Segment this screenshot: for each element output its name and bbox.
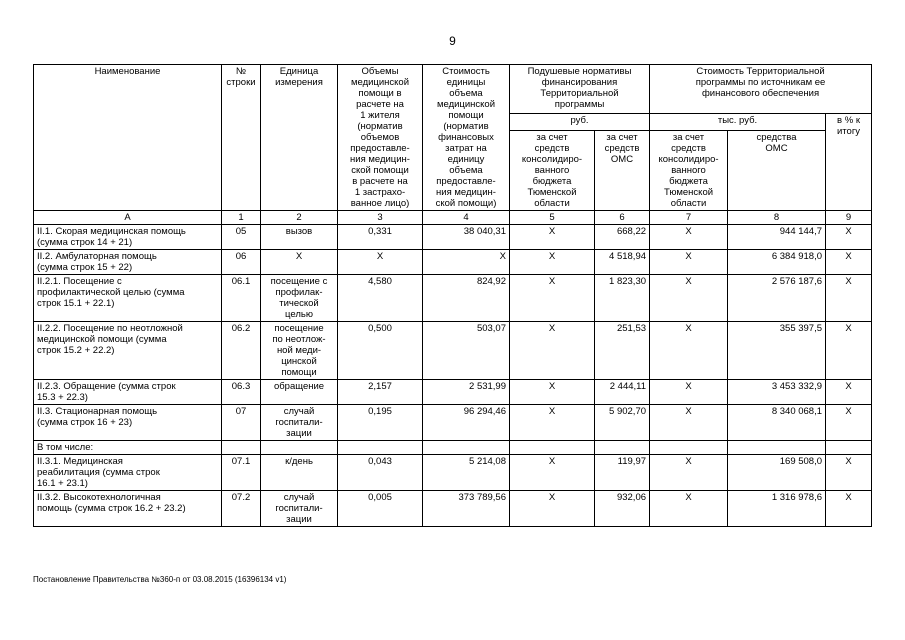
row-percent: Х	[826, 322, 872, 380]
row-unit: случай госпитали- зации	[261, 405, 338, 441]
empty-cell	[261, 441, 338, 455]
row-oms-thousand: 6 384 918,0	[728, 250, 826, 275]
row-name: II.1. Скорая медицинская помощь (сумма строк 14 + 21)	[34, 225, 222, 250]
row-name: II.3. Стационарная помощь (сумма строк 16 + 23)	[34, 405, 222, 441]
header-oms-b: средства ОМС	[728, 131, 826, 211]
row-budget-thousand: Х	[650, 405, 728, 441]
row-budget-rub: Х	[510, 455, 595, 491]
footer-note: Постановление Правительства №360-п от 03.08.2015 (16396134 v1)	[33, 575, 287, 584]
row-volume: 2,157	[338, 380, 423, 405]
header-oms-a: за счет средств ОМС	[595, 131, 650, 211]
row-number: 06.3	[222, 380, 261, 405]
empty-cell	[338, 441, 423, 455]
row-percent: Х	[826, 250, 872, 275]
row-name: II.2.3. Обращение (сумма строк 15.3 + 22.3)	[34, 380, 222, 405]
row-unit: посещение с профилак- тической целью	[261, 275, 338, 322]
row-unit: обращение	[261, 380, 338, 405]
row-name: II.2.1. Посещение с профилактической целью (сумма строк 15.1 + 22.1)	[34, 275, 222, 322]
row-unit-cost: 96 294,46	[423, 405, 510, 441]
row-budget-thousand: Х	[650, 455, 728, 491]
row-budget-thousand: Х	[650, 491, 728, 527]
row-oms-rub: 119,97	[595, 455, 650, 491]
column-index-cell: 6	[595, 211, 650, 225]
row-volume: 0,195	[338, 405, 423, 441]
row-percent: Х	[826, 455, 872, 491]
header-budget-b: за счет средств консолидиро- ванного бюджета Тюменской области	[650, 131, 728, 211]
row-unit: посещение по неотлож- ной меди- цинской помощи	[261, 322, 338, 380]
row-oms-thousand: 355 397,5	[728, 322, 826, 380]
header-cost-total: Стоимость Территориальной программы по источникам ее финансового обеспечения	[650, 65, 872, 114]
row-volume: 4,580	[338, 275, 423, 322]
table-row	[34, 380, 872, 405]
row-oms-thousand: 944 144,7	[728, 225, 826, 250]
column-index-cell: 2	[261, 211, 338, 225]
table-row	[34, 275, 872, 322]
row-budget-rub: Х	[510, 275, 595, 322]
row-name: II.2.2. Посещение по неотложной медицинской помощи (сумма строк 15.2 + 22.2)	[34, 322, 222, 380]
header-budget-a: за счет средств консолидиро- ванного бюджета Тюменской области	[510, 131, 595, 211]
header-row-no: № строки	[222, 65, 261, 211]
row-oms-rub: 5 902,70	[595, 405, 650, 441]
row-oms-thousand: 3 453 332,9	[728, 380, 826, 405]
row-percent: Х	[826, 225, 872, 250]
empty-cell	[728, 441, 826, 455]
row-name: II.3.2. Высокотехнологичная помощь (сумма строк 16.2 + 23.2)	[34, 491, 222, 527]
row-volume: 0,331	[338, 225, 423, 250]
row-number: 06	[222, 250, 261, 275]
row-unit: случай госпитали- зации	[261, 491, 338, 527]
row-budget-rub: Х	[510, 405, 595, 441]
row-budget-thousand: Х	[650, 250, 728, 275]
table-row	[34, 225, 872, 250]
row-budget-rub: Х	[510, 380, 595, 405]
table-row	[34, 322, 872, 380]
column-index-cell: 7	[650, 211, 728, 225]
empty-cell	[222, 441, 261, 455]
header-rub: руб.	[510, 114, 650, 131]
row-unit-cost: 373 789,56	[423, 491, 510, 527]
row-volume: 0,500	[338, 322, 423, 380]
row-percent: Х	[826, 405, 872, 441]
row-number: 06.2	[222, 322, 261, 380]
row-name: II.3.1. Медицинская реабилитация (сумма строк 16.1 + 23.1)	[34, 455, 222, 491]
row-volume: Х	[338, 250, 423, 275]
row-budget-thousand: Х	[650, 380, 728, 405]
header-cost-unit: Стоимость единицы объема медицинской помощи (норматив финансовых затрат на единицу объема предоставле- ния медицин- ской помощи)	[423, 65, 510, 211]
row-name: II.2. Амбулаторная помощь (сумма строк 15 + 22)	[34, 250, 222, 275]
column-index-cell: 9	[826, 211, 872, 225]
row-unit-cost: 503,07	[423, 322, 510, 380]
row-oms-thousand: 169 508,0	[728, 455, 826, 491]
empty-cell	[826, 441, 872, 455]
row-budget-rub: Х	[510, 322, 595, 380]
column-index-cell: 5	[510, 211, 595, 225]
financing-table	[33, 64, 872, 527]
row-oms-rub: 4 518,94	[595, 250, 650, 275]
row-number: 05	[222, 225, 261, 250]
header-name: Наименование	[34, 65, 222, 211]
column-index-row	[34, 211, 872, 225]
row-oms-thousand: 8 340 068,1	[728, 405, 826, 441]
table-row	[34, 405, 872, 441]
row-number: 06.1	[222, 275, 261, 322]
column-index-cell: 8	[728, 211, 826, 225]
row-volume: 0,005	[338, 491, 423, 527]
row-number: 07	[222, 405, 261, 441]
row-percent: Х	[826, 275, 872, 322]
row-number: 07.1	[222, 455, 261, 491]
row-unit-cost: 2 531,99	[423, 380, 510, 405]
row-percent: Х	[826, 491, 872, 527]
empty-cell	[510, 441, 595, 455]
row-percent: Х	[826, 380, 872, 405]
column-index-cell: 3	[338, 211, 423, 225]
row-volume: 0,043	[338, 455, 423, 491]
column-index-cell: 1	[222, 211, 261, 225]
header-unit: Единица измерения	[261, 65, 338, 211]
header-row-1	[34, 65, 872, 114]
row-unit-cost: Х	[423, 250, 510, 275]
page-number: 9	[449, 34, 456, 48]
row-oms-thousand: 2 576 187,6	[728, 275, 826, 322]
header-thousand-rub: тыс. руб.	[650, 114, 826, 131]
empty-cell	[423, 441, 510, 455]
table-row	[34, 491, 872, 527]
row-unit: Х	[261, 250, 338, 275]
row-oms-rub: 668,22	[595, 225, 650, 250]
header-per-capita: Подушевые нормативы финансирования Территориальной программы	[510, 65, 650, 114]
subheader-row	[34, 441, 872, 455]
subheader-label: В том числе:	[34, 441, 222, 455]
table-row	[34, 250, 872, 275]
row-budget-thousand: Х	[650, 322, 728, 380]
row-oms-rub: 251,53	[595, 322, 650, 380]
row-unit-cost: 5 214,08	[423, 455, 510, 491]
row-unit: вызов	[261, 225, 338, 250]
header-percent: в % к итогу	[826, 114, 872, 211]
row-number: 07.2	[222, 491, 261, 527]
empty-cell	[650, 441, 728, 455]
row-unit-cost: 824,92	[423, 275, 510, 322]
table-row	[34, 455, 872, 491]
row-oms-rub: 932,06	[595, 491, 650, 527]
empty-cell	[595, 441, 650, 455]
row-oms-thousand: 1 316 978,6	[728, 491, 826, 527]
row-budget-thousand: Х	[650, 225, 728, 250]
column-index-cell: А	[34, 211, 222, 225]
row-budget-thousand: Х	[650, 275, 728, 322]
header-volume: Объемы медицинской помощи в расчете на 1 жителя (норматив объемов предоставле- ния медицин- ской помощи в расчете на 1 застрахо- ванное лицо)	[338, 65, 423, 211]
row-unit: к/день	[261, 455, 338, 491]
column-index-cell: 4	[423, 211, 510, 225]
row-budget-rub: Х	[510, 225, 595, 250]
row-unit-cost: 38 040,31	[423, 225, 510, 250]
row-oms-rub: 2 444,11	[595, 380, 650, 405]
row-oms-rub: 1 823,30	[595, 275, 650, 322]
row-budget-rub: Х	[510, 250, 595, 275]
row-budget-rub: Х	[510, 491, 595, 527]
